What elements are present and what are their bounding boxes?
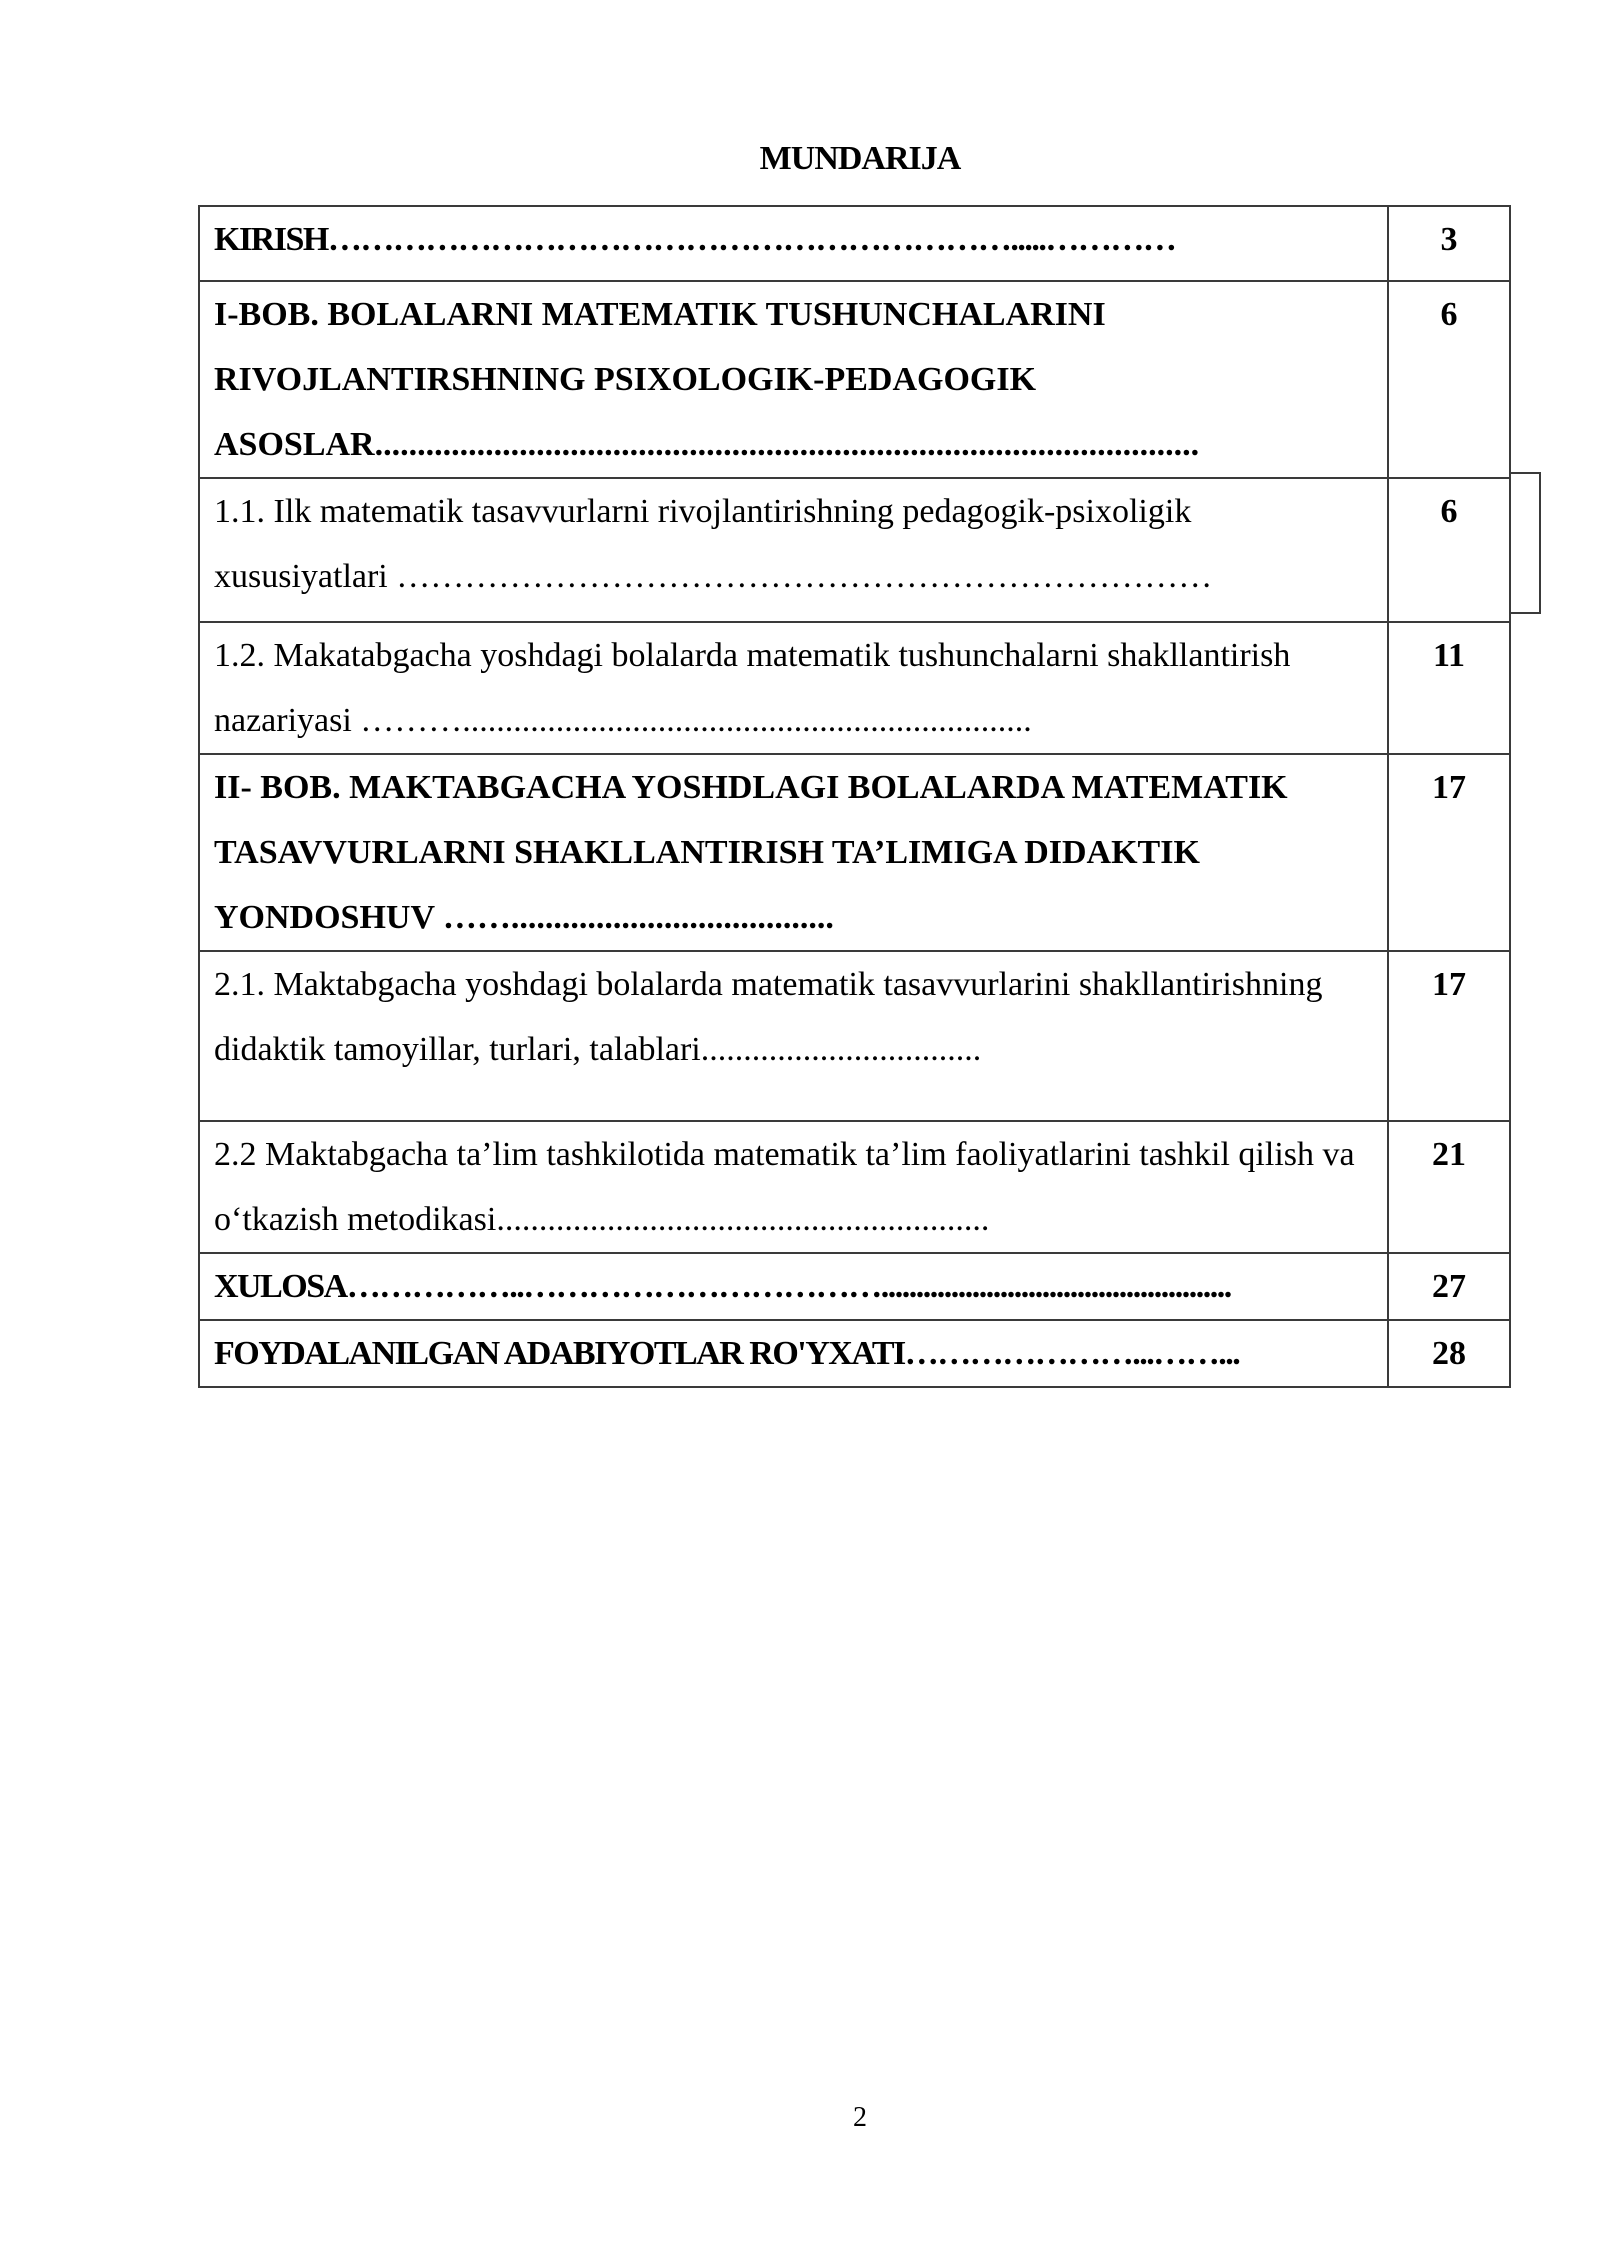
toc-page-number: 21 — [1388, 1121, 1510, 1253]
toc-row — [199, 1253, 1510, 1320]
toc-row — [199, 478, 1510, 622]
toc-page-number: 3 — [1388, 206, 1510, 281]
toc-entry-chapter-2: II- BOB. MAKTABGACHA YOSHDLAGI BOLALARDA MATEMATIK TASAVVURLARNI SHAKLLANTIRISH TA’LIMIGA DIDAKTIK YONDOSHUV ……...................................... — [199, 754, 1388, 951]
toc-page-number: 11 — [1388, 622, 1510, 754]
toc-entry-intro: KIRISH……………………………………………………….....………… — [199, 206, 1388, 281]
toc-entry-section-2-1: 2.1. Maktabgacha yoshdagi bolalarda matematik tasavvurlarini shakllantirishning didaktik tamoyillar, turlari, talablari................................. — [199, 951, 1388, 1121]
toc-entry-section-2-2: 2.2 Maktabgacha ta’lim tashkilotida matematik ta’lim faoliyatlarini tashkil qilish va o‘tkazish metodikasi.......................................................... — [199, 1121, 1388, 1253]
table-of-contents — [198, 205, 1511, 1388]
toc-entry-chapter-1: I-BOB. BOLALARNI MATEMATIK TUSHUNCHALARINI RIVOJLANTIRSHNING PSIXOLOGIK-PEDAGOGIK ASOSLAR................................................................................................. — [199, 281, 1388, 478]
toc-row — [199, 754, 1510, 951]
toc-entry-conclusion: XULOSA……………..…………………………….................................................. — [199, 1253, 1388, 1320]
toc-row — [199, 1121, 1510, 1253]
toc-page-number: 27 — [1388, 1253, 1510, 1320]
toc-entry-section-1-2: 1.2. Makatabgacha yoshdagi bolalarda matematik tushunchalarni shakllantirish nazariyasi ………................................................................... — [199, 622, 1388, 754]
toc-row — [199, 622, 1510, 754]
toc-page-number: 6 — [1388, 478, 1510, 622]
toc-row — [199, 206, 1510, 281]
toc-page-number: 17 — [1388, 754, 1510, 951]
toc-row — [199, 1320, 1510, 1387]
toc-page-number: 17 — [1388, 951, 1510, 1121]
page-number: 2 — [853, 2102, 867, 2133]
toc-page-number: 28 — [1388, 1320, 1510, 1387]
toc-row — [199, 951, 1510, 1121]
toc-entry-section-1-1: 1.1. Ilk matematik tasavvurlarni rivojlantirishning pedagogik-psixoligik xususiyatlari ……………………………………………………………… — [199, 478, 1388, 622]
document-title: MUNDARIJA — [759, 140, 961, 177]
toc-row — [199, 281, 1510, 478]
toc-page-number: 6 — [1388, 281, 1510, 478]
toc-entry-references: FOYDALANILGAN ADABIYOTLAR RO'YXATI…………………...……... — [199, 1320, 1388, 1387]
table-border-artifact — [1511, 472, 1541, 614]
